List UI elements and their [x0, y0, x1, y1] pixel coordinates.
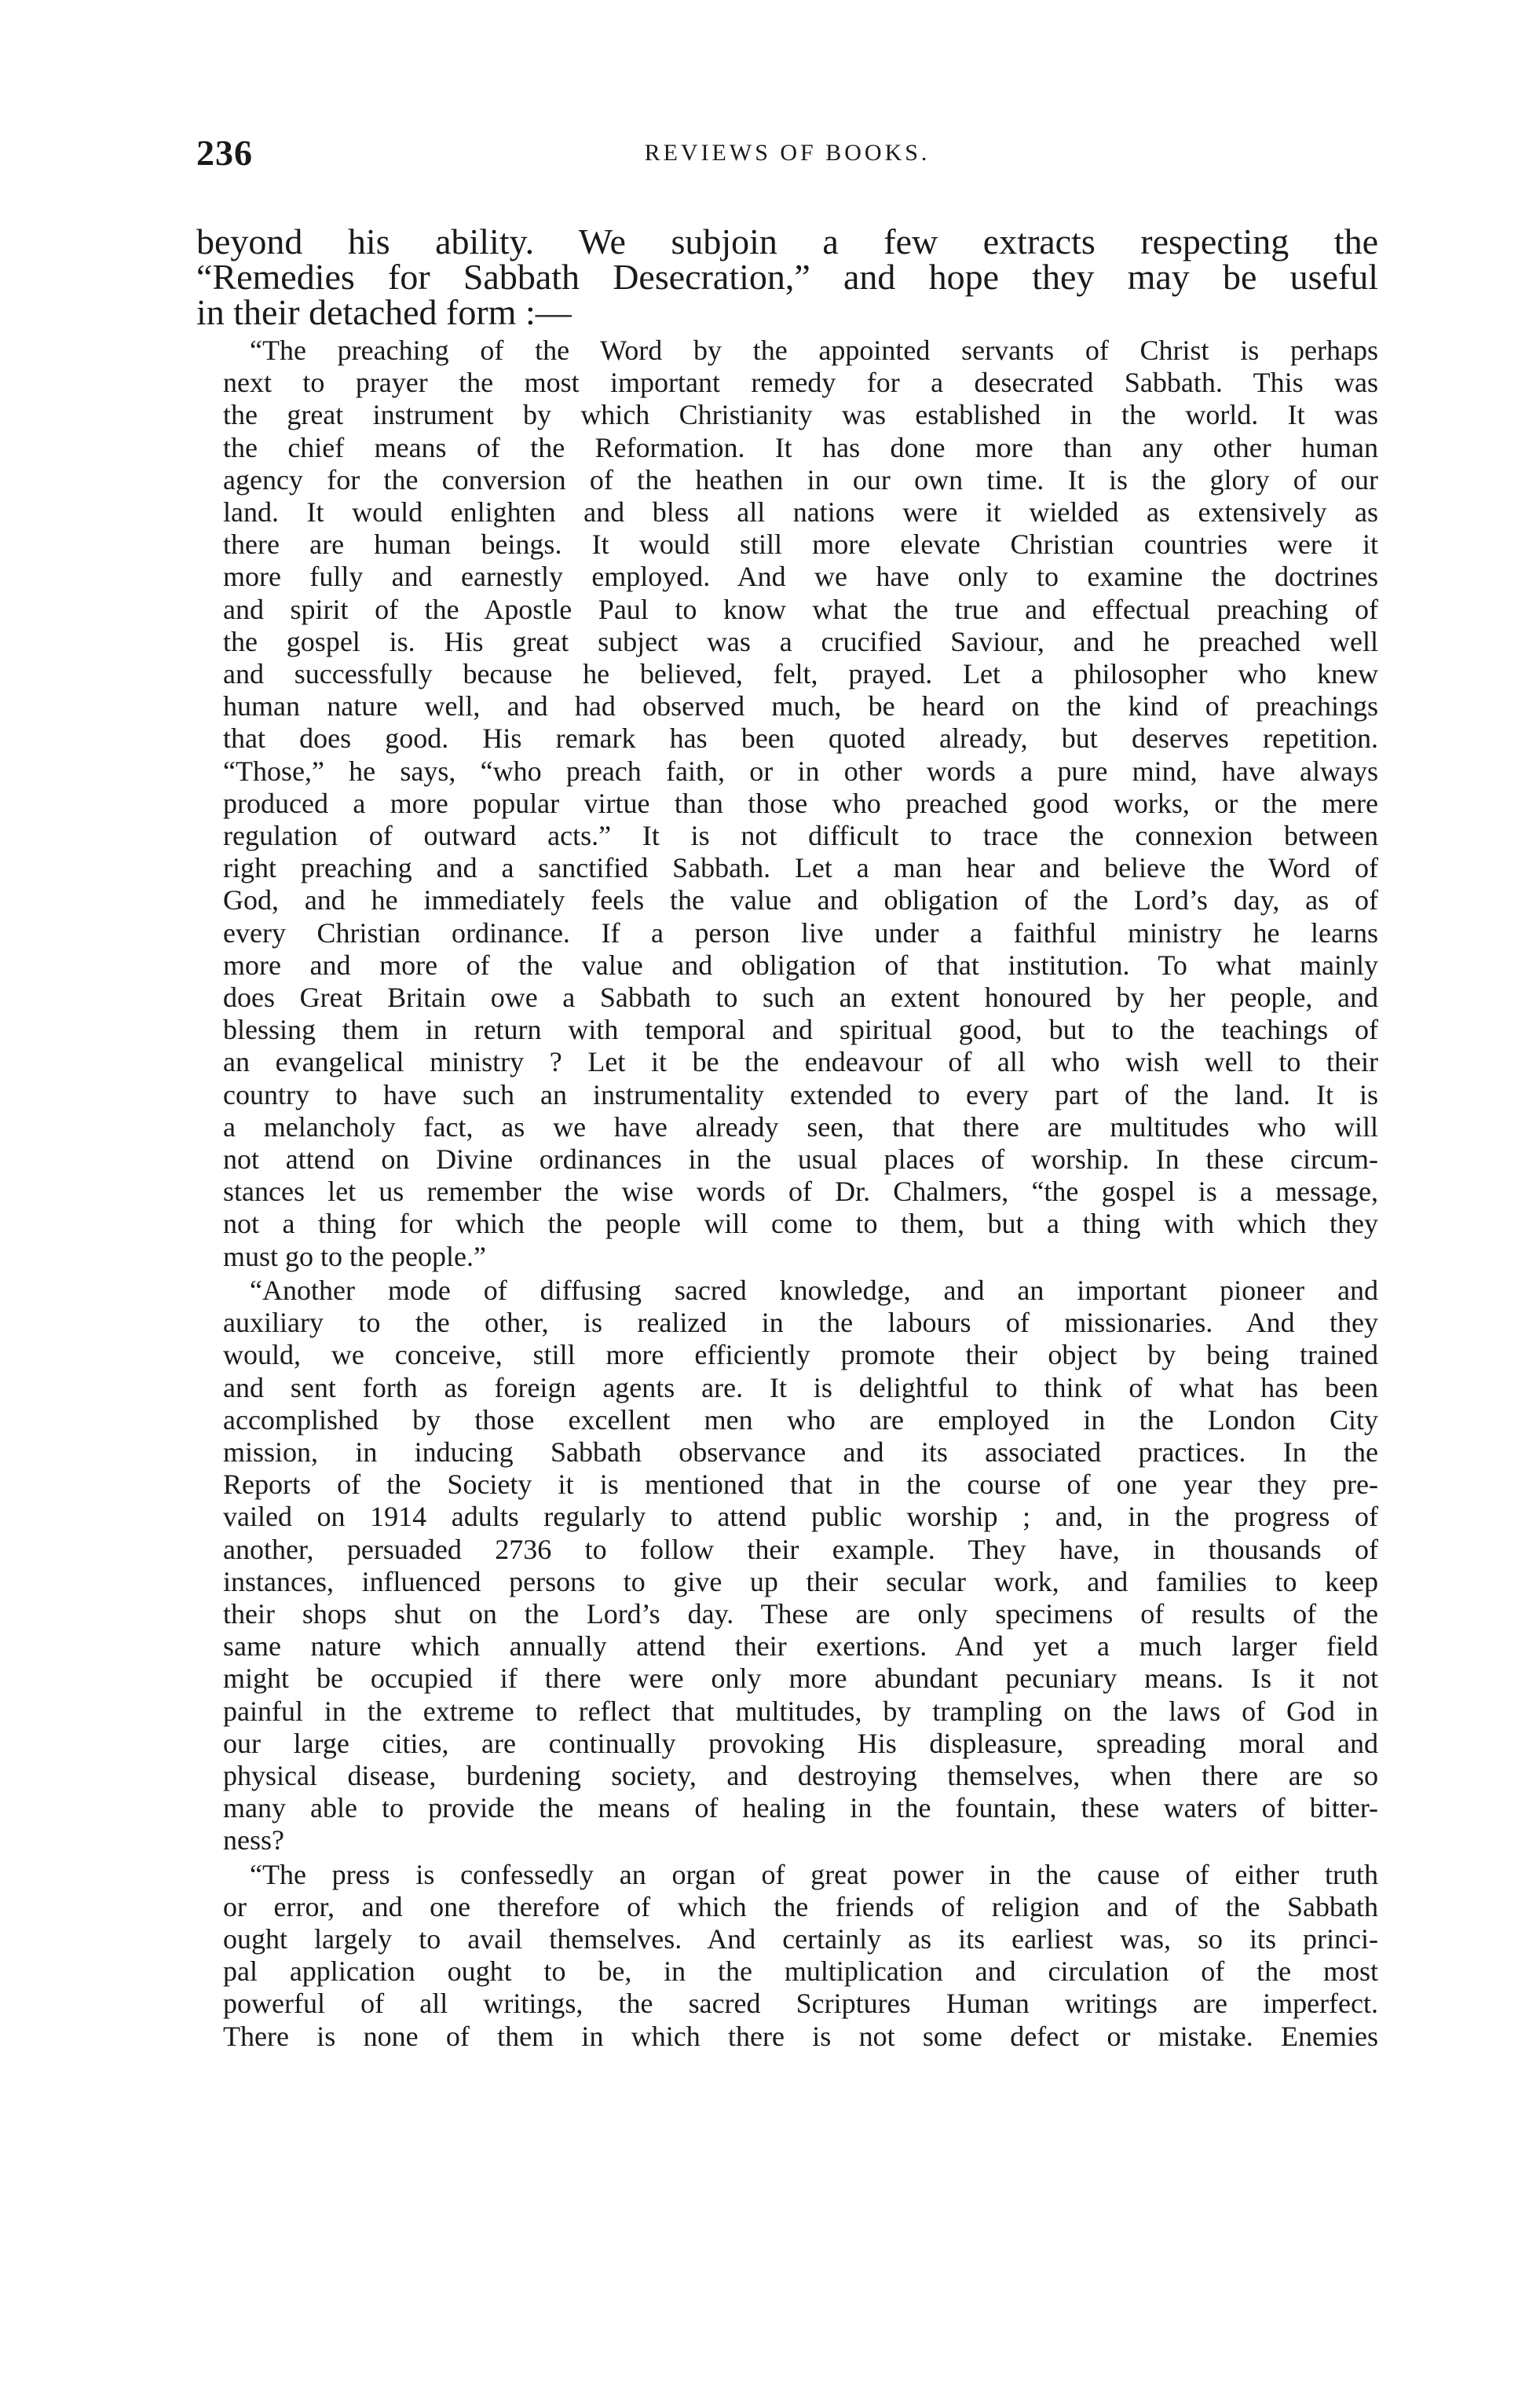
page-body: [196, 221, 1378, 2054]
text-line: or error, and one therefore of which the friends of religion and of the Sabbath: [223, 1890, 1378, 1922]
text-line: beyond his ability. We subjoin a few extracts respecting the: [196, 221, 1378, 262]
text-line: God, and he immediately feels the value and obligation of the Lord’s day, as of: [223, 884, 1378, 916]
text-line: the great instrument by which Christianity was established in the world. It was: [223, 399, 1378, 431]
text-line: the chief means of the Reformation. It has done more than any other human: [223, 431, 1378, 463]
text-line: a melancholy fact, as we have already seen, that there are multitudes who will: [223, 1110, 1378, 1143]
text-line: next to prayer the most important remedy for a desecrated Sabbath. This was: [223, 367, 1378, 399]
quoted-paragraph-press: [196, 1859, 1378, 2053]
text-line: “Those,” he says, “who preach faith, or in other words a pure mind, have always: [223, 755, 1378, 787]
text-line: powerful of all writings, the sacred Scriptures Human writings are imperfect.: [223, 1988, 1378, 2020]
text-line: there are human beings. It would still more elevate Christian countries were it: [223, 529, 1378, 561]
text-line: pal application ought to be, in the multiplication and circulation of the most: [223, 1955, 1378, 1988]
running-title: REVIEWS OF BOOKS.: [644, 140, 931, 166]
text-line: must go to the people.”: [223, 1240, 486, 1272]
text-line: more fully and earnestly employed. And we have only to examine the doctrines: [223, 561, 1378, 593]
text-line: their shops shut on the Lord’s day. These are only specimens of results of the: [223, 1597, 1378, 1630]
text-line: ness?: [223, 1824, 284, 1856]
page-header: [196, 132, 1378, 179]
text-line: that does good. His remark has been quoted already, but deserves repetition.: [223, 722, 1378, 755]
text-line: would, we conceive, still more efficiently promote their object by being trained: [223, 1339, 1378, 1371]
text-line: right preaching and a sanctified Sabbath. Let a man hear and believe the Word of: [223, 852, 1378, 884]
text-line: “The preaching of the Word by the appointed servants of Christ is perhaps: [250, 335, 1378, 366]
text-line: an evangelical ministry ? Let it be the endeavour of all who wish well to their: [223, 1046, 1378, 1078]
text-line: “Another mode of diffusing sacred knowledge, and an important pioneer and: [250, 1274, 1378, 1306]
text-line: country to have such an instrumentality extended to every part of the land. It is: [223, 1078, 1378, 1110]
text-line: regulation of outward acts.” It is not difficult to trace the connexion between: [223, 820, 1378, 852]
text-line: in their detached form :—: [196, 292, 572, 332]
text-line: “The press is confessedly an organ of great power in the cause of either truth: [250, 1858, 1378, 1890]
text-line: auxiliary to the other, is realized in the labours of missionaries. And they: [223, 1307, 1378, 1339]
text-line: and sent forth as foreign agents are. It is delightful to think of what has been: [223, 1371, 1378, 1403]
text-line: instances, influenced persons to give up their secular work, and families to keep: [223, 1565, 1378, 1597]
text-line: There is none of them in which there is not some defect or mistake. Enemies: [223, 2020, 1378, 2052]
quoted-paragraph-missionaries: [196, 1275, 1378, 1857]
text-line: ought largely to avail themselves. And certainly as its earliest was, so its princi-: [223, 1922, 1378, 1955]
text-line: physical disease, burdening society, and destroying themselves, when there are so: [223, 1759, 1378, 1791]
text-line: blessing them in return with temporal and spiritual good, but to the teachings of: [223, 1014, 1378, 1046]
text-line: stances let us remember the wise words of Dr. Chalmers, “the gospel is a message,: [223, 1176, 1378, 1208]
text-line: not attend on Divine ordinances in the usual places of worship. In these circum-: [223, 1143, 1378, 1176]
text-line: might be occupied if there were only more abundant pecuniary means. Is it not: [223, 1663, 1378, 1695]
text-line: “Remedies for Sabbath Desecration,” and hope they may be useful: [196, 257, 1378, 297]
text-line: and successfully because he believed, felt, prayed. Let a philosopher who knew: [223, 658, 1378, 690]
text-line: mission, in inducing Sabbath observance and its associated practices. In the: [223, 1436, 1378, 1468]
text-line: does Great Britain owe a Sabbath to such an extent honoured by her people, and: [223, 982, 1378, 1014]
text-line: the gospel is. His great subject was a crucified Saviour, and he preached well: [223, 625, 1378, 657]
text-line: vailed on 1914 adults regularly to attend public worship ; and, in the progress of: [223, 1501, 1378, 1533]
text-line: another, persuaded 2736 to follow their example. They have, in thousands of: [223, 1533, 1378, 1565]
text-line: Reports of the Society it is mentioned that in the course of one year they pre-: [223, 1469, 1378, 1501]
text-line: agency for the conversion of the heathen in our own time. It is the glory of our: [223, 463, 1378, 496]
text-line: accomplished by those excellent men who are employed in the London City: [223, 1403, 1378, 1436]
text-line: land. It would enlighten and bless all nations were it wielded as extensively as: [223, 496, 1378, 529]
intro-paragraph: [196, 221, 1378, 332]
text-line: and spirit of the Apostle Paul to know what the true and effectual preaching of: [223, 593, 1378, 625]
text-line: painful in the extreme to reflect that multitudes, by trampling on the laws of God in: [223, 1695, 1378, 1727]
text-line: our large cities, are continually provoking His displeasure, spreading moral and: [223, 1727, 1378, 1759]
quoted-paragraph-preaching: [196, 335, 1378, 1273]
text-line: more and more of the value and obligation of that institution. To what mainly: [223, 949, 1378, 981]
text-line: every Christian ordinance. If a person live under a faithful ministry he learns: [223, 916, 1378, 949]
text-line: human nature well, and had observed much, be heard on the kind of preachings: [223, 690, 1378, 722]
text-line: same nature which annually attend their exertions. And yet a much larger field: [223, 1630, 1378, 1663]
text-line: produced a more popular virtue than those who preached good works, or the mere: [223, 787, 1378, 819]
text-line: many able to provide the means of healing in the fountain, these waters of bitter-: [223, 1792, 1378, 1824]
page-number: 236: [196, 133, 253, 173]
text-line: not a thing for which the people will come to them, but a thing with which they: [223, 1208, 1378, 1240]
